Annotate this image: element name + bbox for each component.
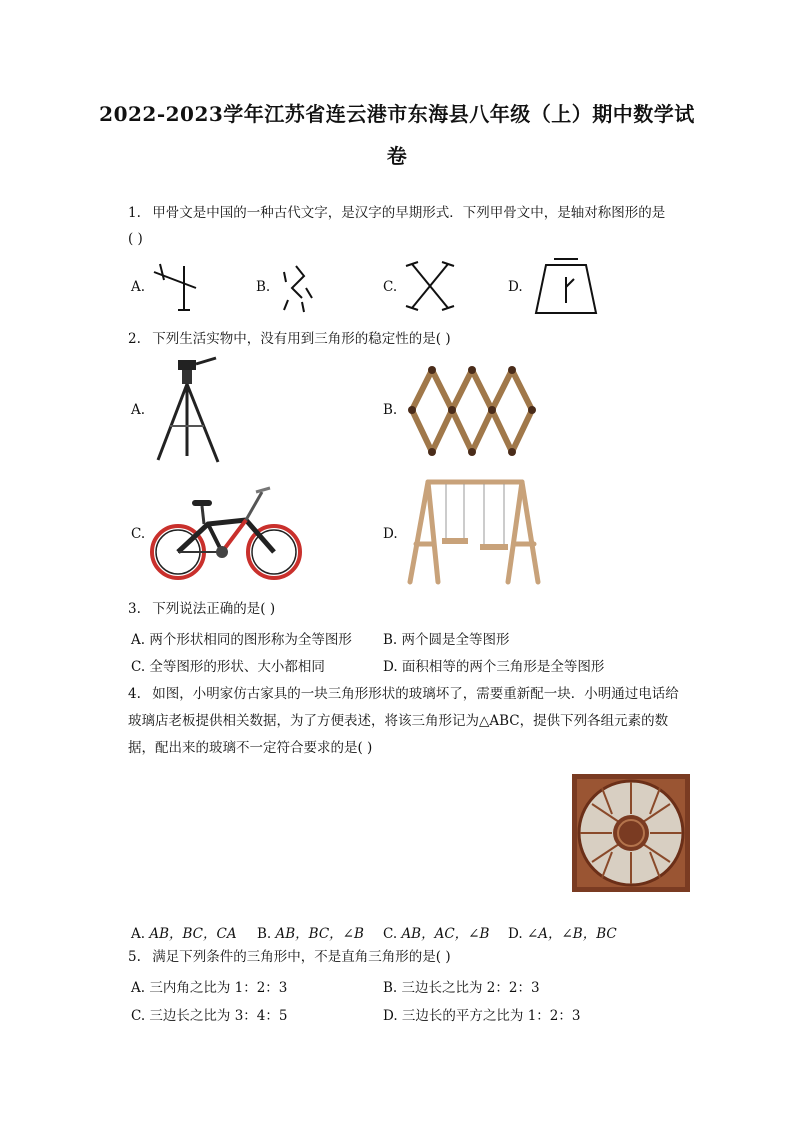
q1-option-b-label: B. [256, 279, 271, 295]
q1-option-c-label: C. [383, 279, 398, 295]
oracle-char-a-figure [150, 262, 200, 314]
question-4-line3: 据，配出来的玻璃不一定符合要求的是( ) [128, 740, 373, 756]
question-text: 下列生活实物中，没有用到三角形的稳定性的是( ) [152, 331, 451, 347]
antique-glass-panel-figure [572, 774, 690, 892]
q4-option-a: A. AB，BC，CA [131, 926, 237, 942]
q5-option-b: B. 三边长之比为 2：2：3 [383, 980, 540, 996]
q5-option-a: A. 三内角之比为 1：2：3 [131, 980, 288, 996]
question-3 [128, 598, 275, 620]
q3-option-d: D. 面积相等的两个三角形是全等图形 [383, 659, 605, 675]
page-title-line2: 卷 [386, 144, 408, 168]
oracle-char-d-figure [530, 257, 602, 317]
wooden-coat-rack-figure [404, 362, 540, 460]
q3-option-a: A. 两个形状相同的图形称为全等图形 [131, 632, 352, 648]
q5-option-d: D. 三边长的平方之比为 1：2：3 [383, 1008, 581, 1024]
question-number: 3. [128, 601, 141, 617]
swing-set-figure [404, 474, 544, 586]
question-5 [128, 946, 451, 968]
oracle-char-b-figure [278, 262, 318, 314]
question-1 [128, 202, 708, 224]
q4-option-b: B. AB，BC，∠B [257, 926, 364, 942]
bicycle-figure [150, 484, 302, 584]
question-number: 4. [128, 686, 141, 702]
question-text: 下列说法正确的是( ) [152, 601, 276, 617]
q2-option-d-label: D. [383, 526, 398, 542]
question-text: 甲骨文是中国的一种古代文字，是汉字的早期形式．下列甲骨文中，是轴对称图形的是 [152, 205, 666, 221]
question-text-line1: 如图，小明家仿古家具的一块三角形形状的玻璃坏了，需要重新配一块．小明通过电话给 [152, 686, 679, 702]
question-number: 1. [128, 205, 141, 221]
question-text: 满足下列条件的三角形中，不是直角三角形的是( ) [152, 949, 451, 965]
q1-option-d-label: D. [508, 279, 523, 295]
q4-option-d: D. ∠A，∠B，BC [508, 926, 617, 942]
q5-option-c: C. 三边长之比为 3：4：5 [131, 1008, 288, 1024]
q2-option-c-label: C. [131, 526, 146, 542]
q1-option-a-label: A. [131, 279, 146, 295]
oracle-char-c-figure [404, 258, 456, 314]
question-number: 5. [128, 949, 141, 965]
page-title-line1: 2022-2023学年江苏省连云港市东海县八年级（上）期中数学试 [99, 102, 695, 126]
tripod-figure [150, 356, 226, 466]
q2-option-a-label: A. [131, 402, 146, 418]
q3-option-b: B. 两个圆是全等图形 [383, 632, 510, 648]
question-4 [128, 683, 708, 705]
question-1-bracket: ( ) [128, 231, 143, 247]
q3-option-c: C. 全等图形的形状、大小都相同 [131, 659, 325, 675]
q4-option-c: C. AB，AC，∠B [383, 926, 490, 942]
q2-option-b-label: B. [383, 402, 398, 418]
question-number: 2. [128, 331, 141, 347]
question-4-line2: 玻璃店老板提供相关数据，为了方便表述，将该三角形记为△ABC，提供下列各组元素的数 [128, 713, 669, 729]
question-2 [128, 328, 451, 350]
